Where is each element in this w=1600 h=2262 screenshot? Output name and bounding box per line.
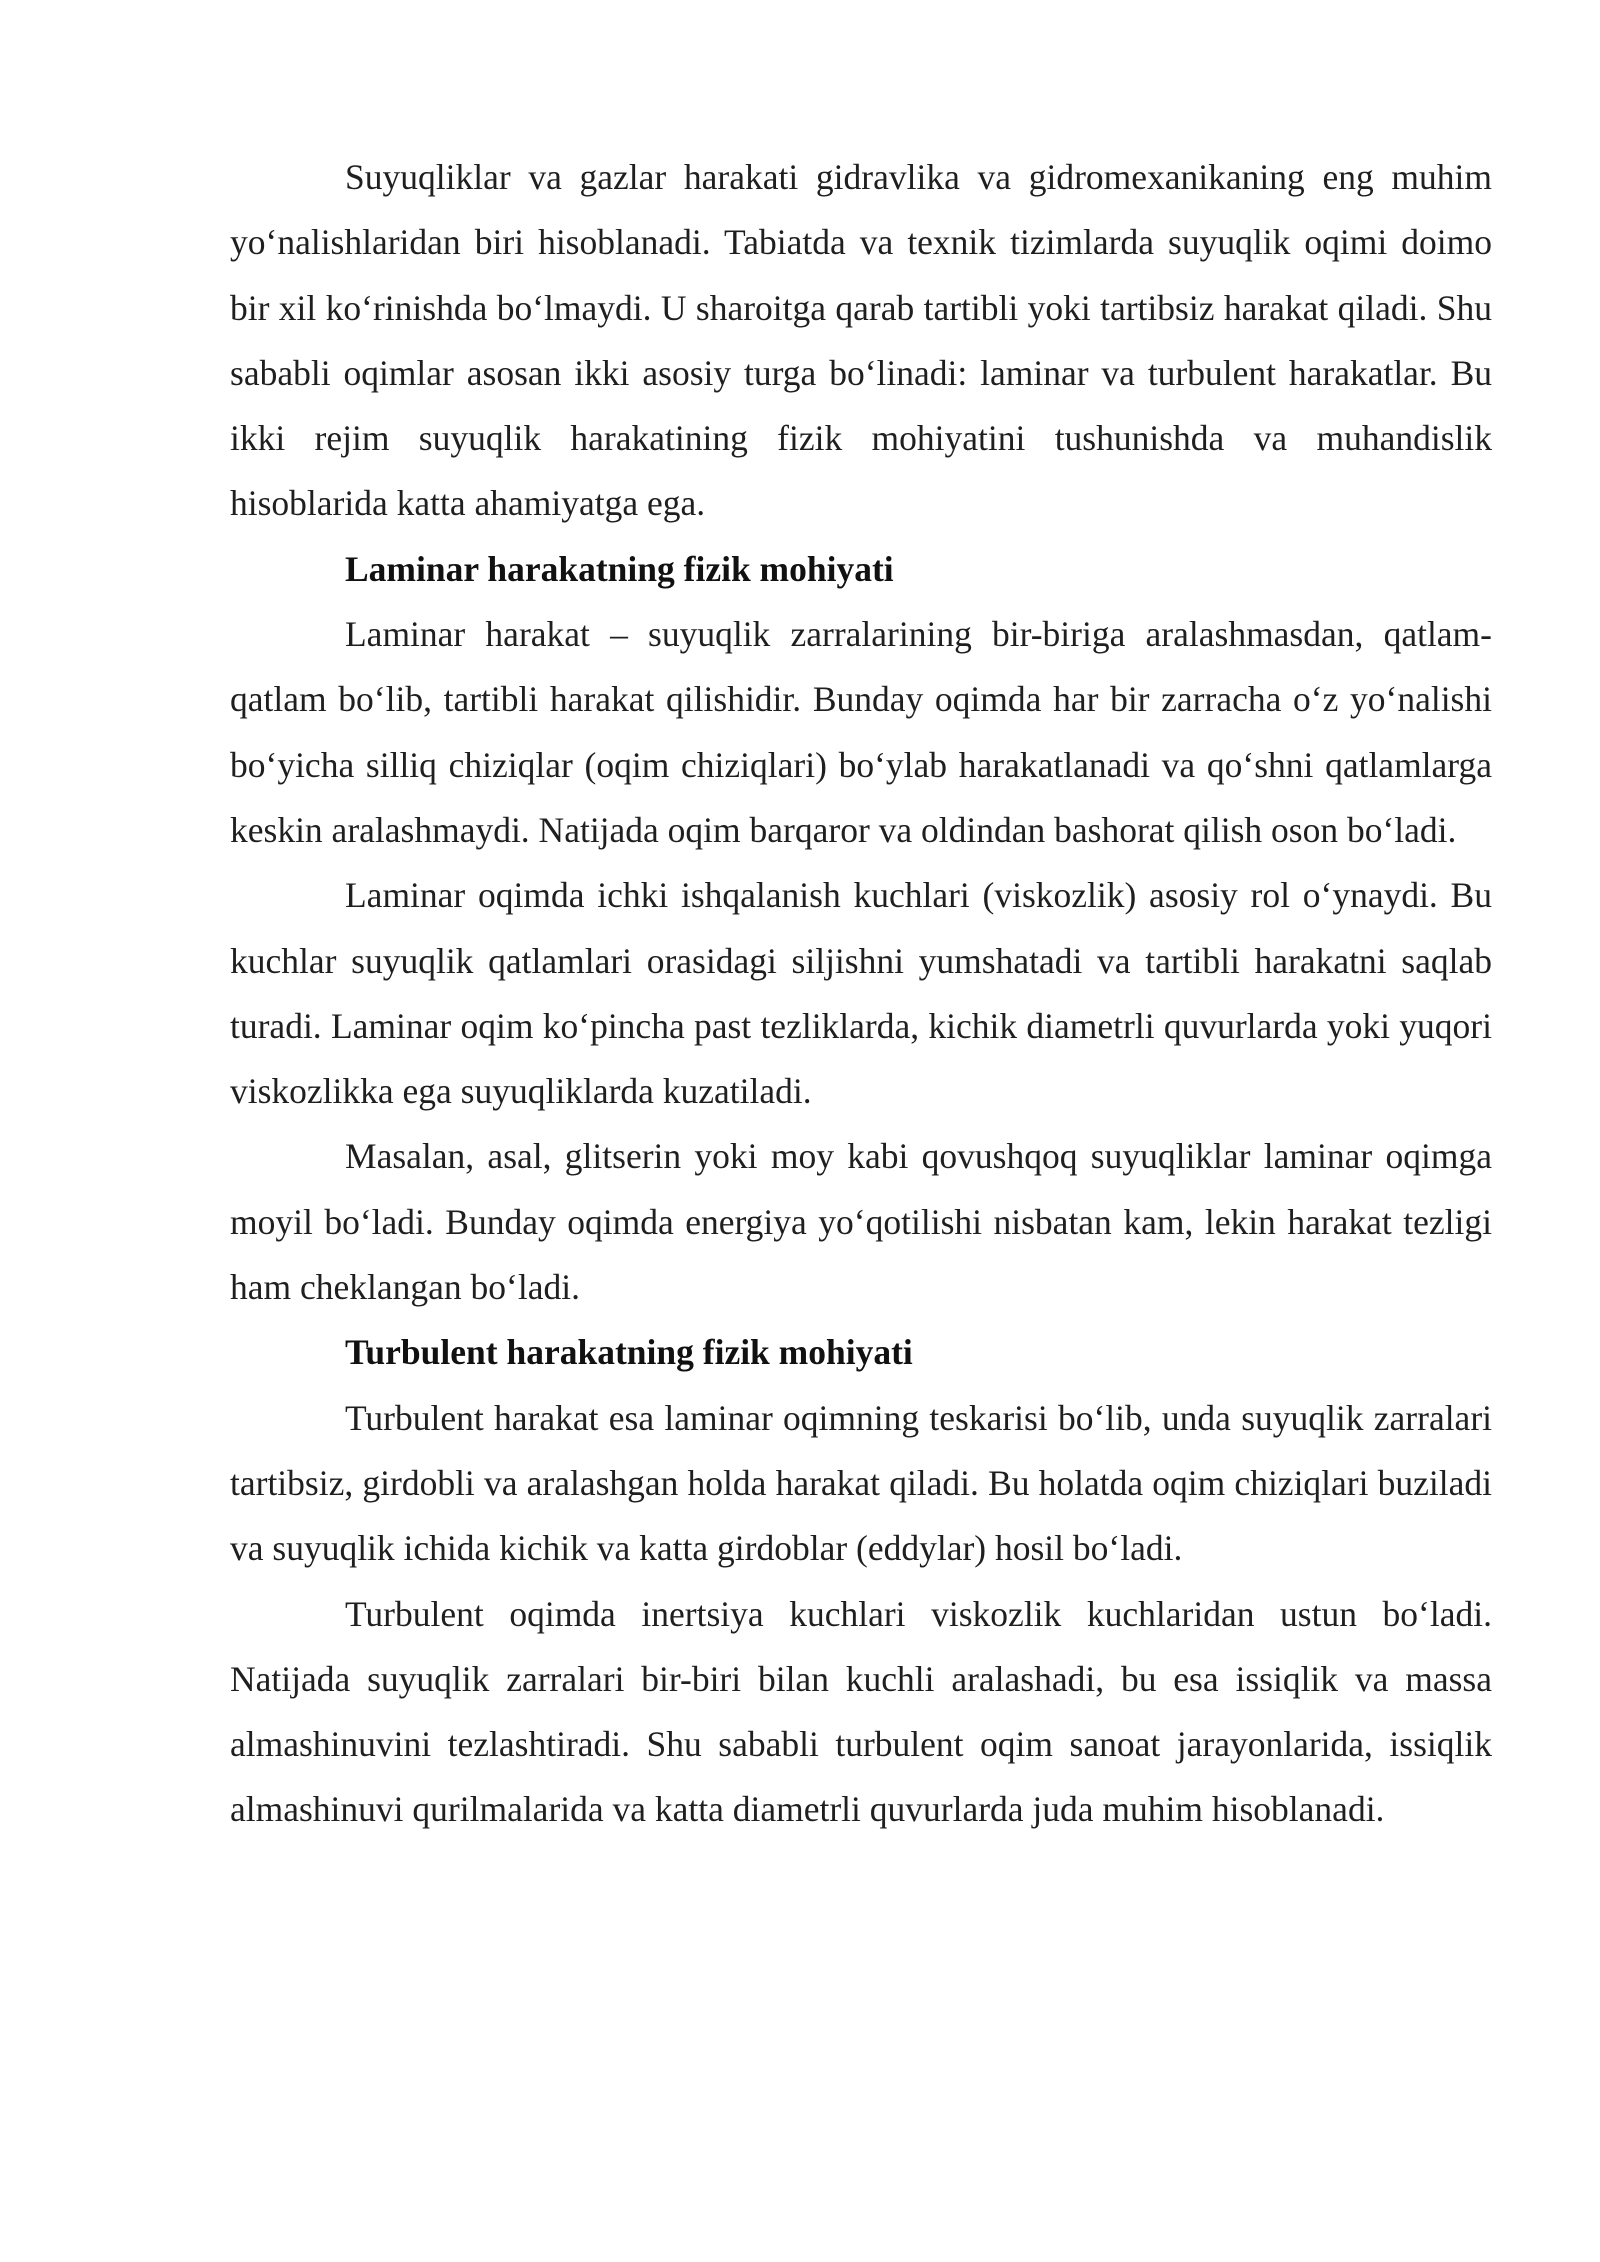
laminar-paragraph-1: Laminar harakat – suyuqlik zarralarining bir-biriga aralashmasdan, qatlam-qatlam bo‘lib, tartibli harakat qilishidir. Bunday oqimda har bir zarracha o‘z yo‘nalishi bo‘yicha silliq chiziqlar (oqim chiziqlari) bo‘ylab harakatlanadi va qo‘shni qatlamlarga keskin aralashmaydi. Natijada oqim barqaror va oldindan bashorat qilish oson bo‘ladi. [230,614,1492,850]
laminar-section-heading: Laminar harakatning fizik mohiyati [345,548,894,589]
turbulent-paragraph-1: Turbulent harakat esa laminar oqimning teskarisi bo‘lib, unda suyuqlik zarralari tartibsiz, girdobli va aralashgan holda harakat qiladi. Bu holatda oqim chiziqlari buziladi va suyuqlik ichida kichik va katta girdoblar (eddylar) hosil bo‘ladi. [230,1397,1492,1569]
document-page [230,145,1492,1843]
turbulent-section-heading: Turbulent harakatning fizik mohiyati [345,1332,913,1373]
intro-paragraph: Suyuqliklar va gazlar harakati gidravlika va gidromexanikaning eng muhim yo‘nalishlaridan biri hisoblanadi. Tabiatda va texnik tizimlarda suyuqlik oqimi doimo bir xil ko‘rinishda bo‘lmaydi. U sharoitga qarab tartibli yoki tartibsiz harakat qiladi. Shu sababli oqimlar asosan ikki asosiy turga bo‘linadi: laminar va turbulent harakatlar. Bu ikki rejim suyuqlik harakatining fizik mohiyatini tushunishda va muhandislik hisoblarida katta ahamiyatga ega. [230,157,1492,524]
turbulent-paragraph-2: Turbulent oqimda inertsiya kuchlari viskozlik kuchlaridan ustun bo‘ladi. Natijada suyuqlik zarralari bir-biri bilan kuchli aralashadi, bu esa issiqlik va massa almashinuvini tezlashtiradi. Shu sababli turbulent oqim sanoat jarayonlarida, issiqlik almashinuvi qurilmalarida va katta diametrli quvurlarda juda muhim hisoblanadi. [230,1593,1492,1830]
laminar-paragraph-2: Laminar oqimda ichki ishqalanish kuchlari (viskozlik) asosiy rol o‘ynaydi. Bu kuchlar suyuqlik qatlamlari orasidagi siljishni yumshatadi va tartibli harakatni saqlab turadi. Laminar oqim ko‘pincha past tezliklarda, kichik diametrli quvurlarda yoki yuqori viskozlikka ega suyuqliklarda kuzatiladi. [230,875,1492,1112]
laminar-paragraph-3: Masalan, asal, glitserin yoki moy kabi qovushqoq suyuqliklar laminar oqimga moyil bo‘ladi. Bunday oqimda energiya yo‘qotilishi nisbatan kam, lekin harakat tezligi ham cheklangan bo‘ladi. [230,1136,1492,1308]
